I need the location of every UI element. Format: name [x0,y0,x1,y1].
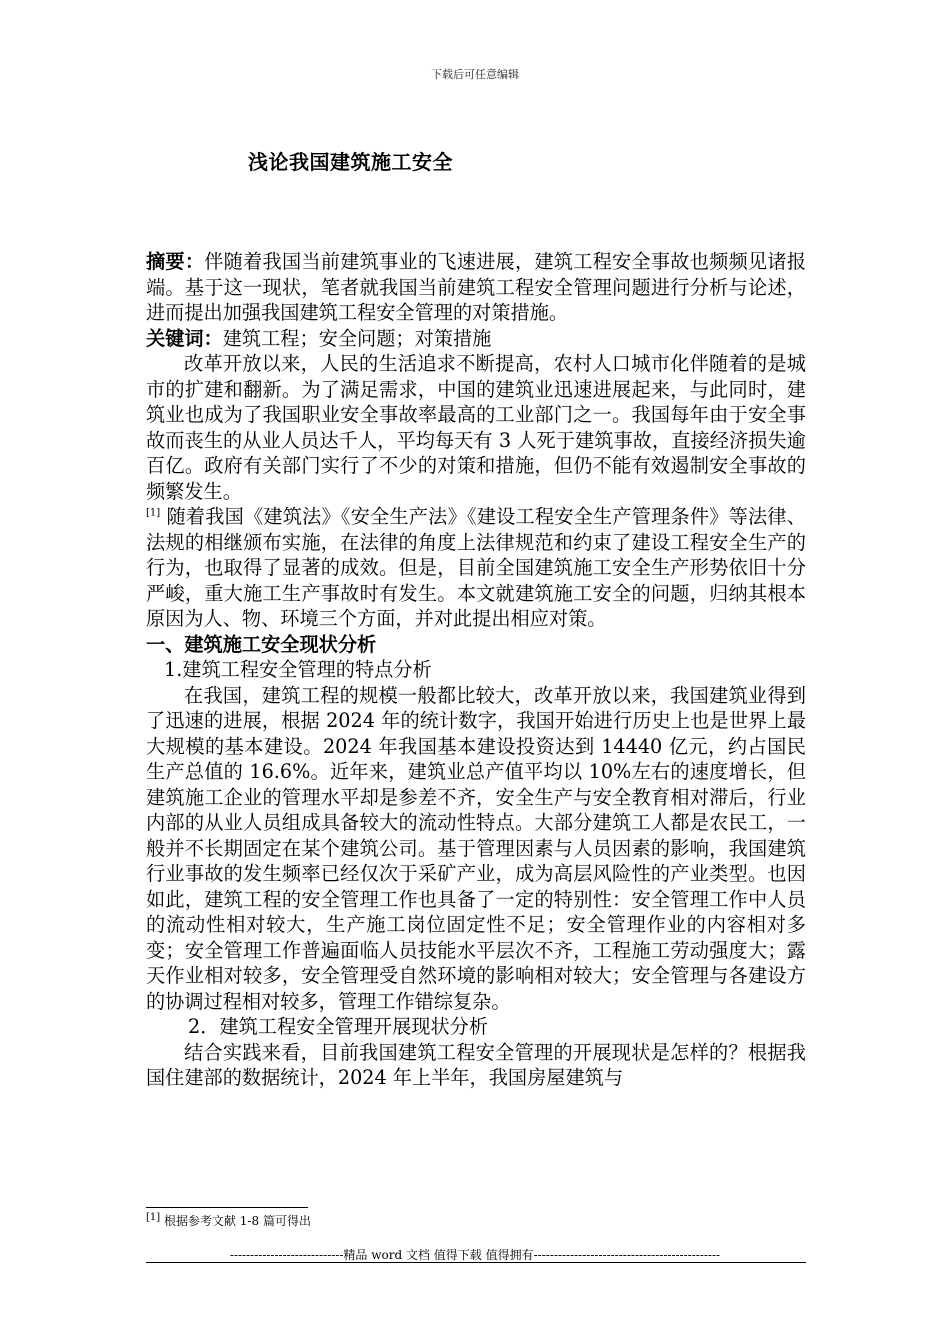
intro-text-2: 随着我国《建筑法》《安全生产法》《建设工程安全生产管理条件》等法律、法规的相继颁布实施，在法律的角度上法律规范和约束了建设工程安全生产的行为，也取得了显著的成效。但是，目前全国建筑施工安全生产形势依旧十分严峻，重大施工生产事故时有发生。本文就建筑施工安全的问题，归纳其根本原因为人、物、环境三个方面，并对此提出相应对策。 [146,505,806,630]
subsection-heading-1: 1.建筑工程安全管理的特点分析 [164,658,432,681]
document-body [146,249,806,1091]
intro-text-1: 改革开放以来，人民的生活追求不断提高，农村人口城市化伴随着的是城市的扩建和翻新。为了满足需求，中国的建筑业迅速进展起来，与此同时，建筑业也成为了我国职业安全事故率最高的工业部门之一。我国每年由于安全事故而丧生的从业人员达千人，平均每天有 3 人死于建筑事故，直接经济损失逾百亿。政府有关部门实行了不少的对策和措施，但仍不能有效遏制安全事故的频繁发生。 [146,352,806,503]
header-note: 下载后可任意编辑 [431,68,519,81]
footnote-divider [146,1207,308,1208]
footnote [146,1212,311,1229]
footnote-text: 根据参考文献 1-8 篇可得出 [160,1214,311,1228]
keywords-paragraph [146,326,806,352]
abstract-text: 伴随着我国当前建筑事业的飞速进展，建筑工程安全事故也频频见诸报端。基于这一现状，笔者就我国当前建筑工程安全管理问题进行分析与论述，进而提出加强我国建筑工程安全管理的对策措施。 [146,250,807,324]
keywords-text: 建筑工程；安全问题；对策措施 [222,326,492,350]
section-heading: 一、建筑施工安全现状分析 [146,632,377,656]
body-paragraph-2: 结合实践来看，目前我国建筑工程安全管理的开展现状是怎样的？根据我国住建部的数据统计，2024 年上半年，我国房屋建筑与 [146,1040,806,1089]
abstract-label: 摘要： [146,250,205,273]
footnote-ref: [1] [146,507,161,519]
subsection-heading-2: 2．建筑工程安全管理开展现状分析 [188,1015,489,1038]
intro-paragraph [146,351,806,632]
page-title: 浅论我国建筑施工安全 [248,150,453,174]
footer-text: ----------------------------精品 word 文档 值得下载 值得拥有---------------------------------------------- [229,1248,721,1262]
keywords-label: 关键词： [146,326,223,350]
abstract-paragraph [146,249,806,326]
footer-divider [146,1262,806,1263]
body-paragraph-1: 在我国，建筑工程的规模一般都比较大，改革开放以来，我国建筑业得到了迅速的进展，根据 2024 年的统计数字，我国开始进行历史上也是世界上最大规模的基本建设。2024 年我国基本建设投资达到 14440 亿元，约占国民生产总值的 16.6%。近年来，建筑业总产值平均以 10%左右的速度增长，但建筑施工企业的管理水平却是参差不齐，安全生产与安全教育相对滞后，行业内部的从业人员组成具备较大的流动性特点。大部分建筑工人都是农民工，一般并不长期固定在某个建筑公司。基于管理因素与人员因素的影响，我国建筑行业事故的发生频率已经仅次于采矿产业，成为高层风险性的产业类型。也因如此，建筑工程的安全管理工作也具备了一定的特别性：安全管理工作中人员的流动性相对较大，生产施工岗位固定性不足；安全管理作业的内容相对多变；安全管理工作普遍面临人员技能水平层次不齐，工程施工劳动强度大；露天作业相对较多，安全管理受自然环境的影响相对较大；安全管理与各建设方的协调过程相对较多，管理工作错综复杂。 [146,683,806,1013]
footnote-mark: [1] [146,1212,161,1223]
